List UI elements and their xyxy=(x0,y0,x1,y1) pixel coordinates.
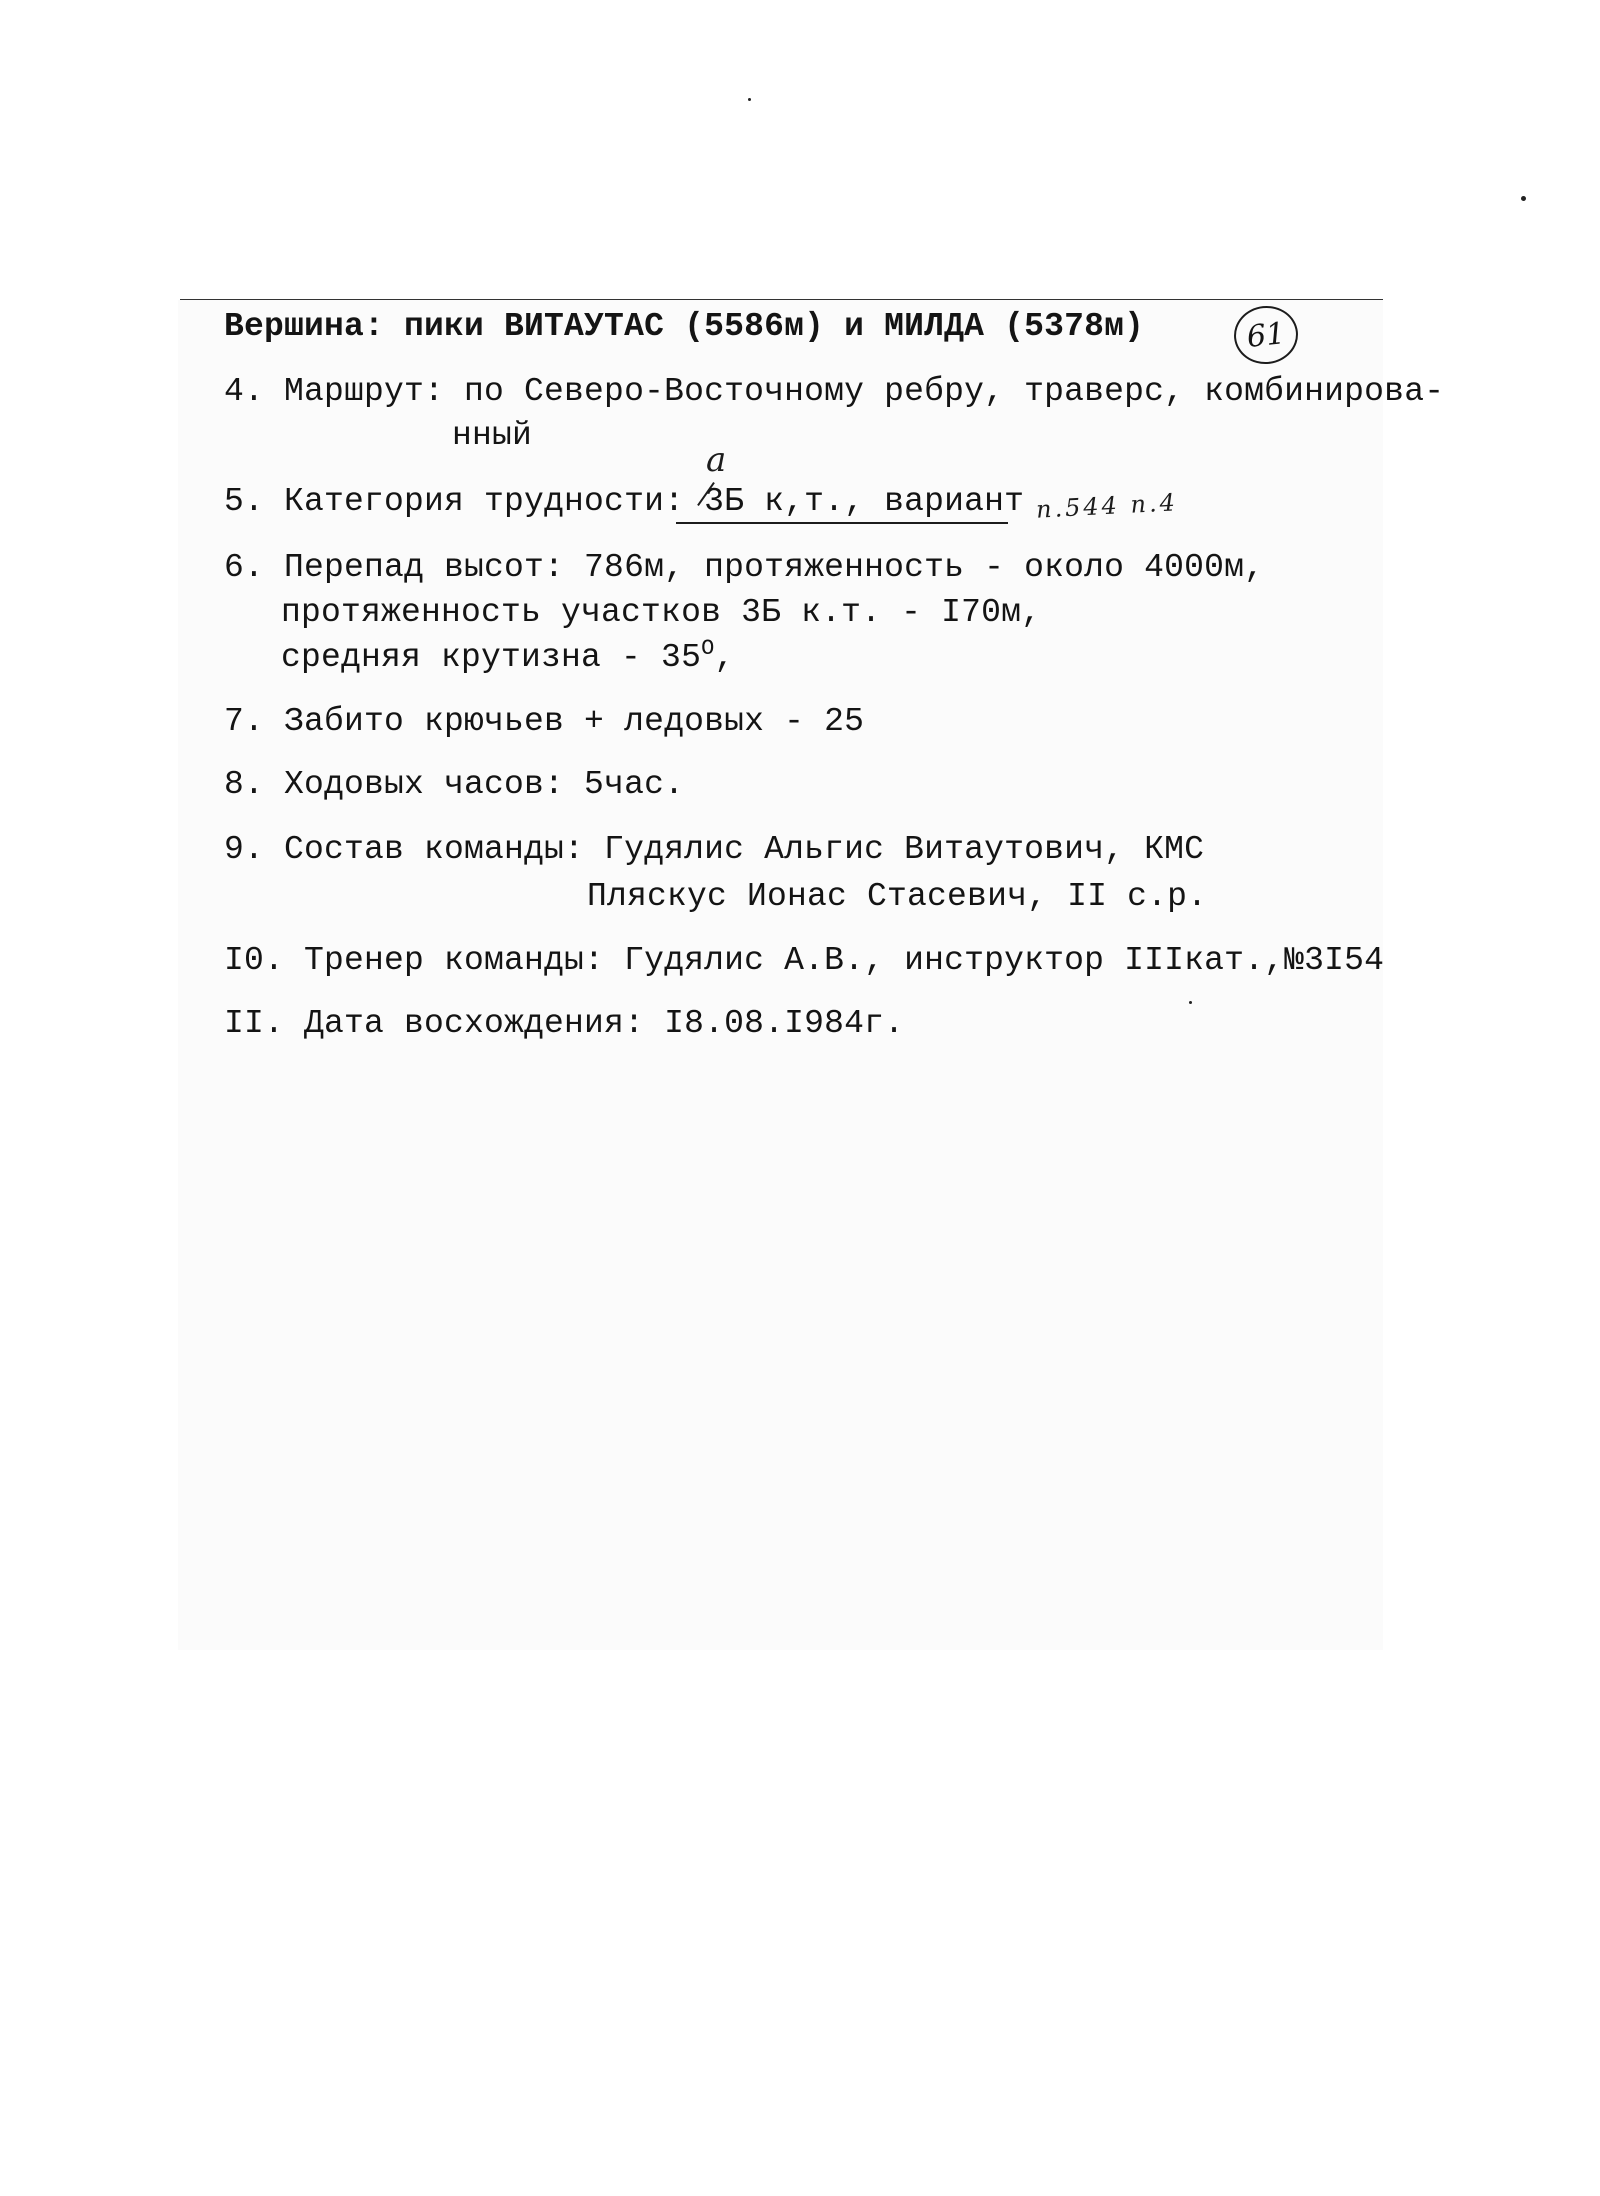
scan-speck xyxy=(1189,1001,1192,1004)
item-7-pitons: 7. Забито крючьев + ледовых - 25 xyxy=(224,703,865,740)
page-number-circled: 61 xyxy=(1231,303,1301,367)
item-9-team-member: Пляскус Ионас Стасевич, II с.р. xyxy=(587,878,1208,915)
handwritten-note: п.544 п.4 xyxy=(1035,488,1179,524)
scan-speck xyxy=(748,98,751,101)
item-6-steepness xyxy=(281,638,735,678)
item-9-team: 9. Состав команды: Гудялис Альгис Витаутович, КМС xyxy=(224,831,1205,868)
item-6-elevation: 6. Перепад высот: 786м, протяженность - около 4000м, xyxy=(224,549,1265,586)
scan-speck xyxy=(1521,196,1526,201)
handwritten-correction: а xyxy=(706,440,727,480)
item-8-hours: 8. Ходовых часов: 5час. xyxy=(224,766,685,803)
steepness-comma: , xyxy=(714,639,735,676)
top-rule xyxy=(180,299,1383,300)
item-11-date: II. Дата восхождения: I8.08.I984г. xyxy=(224,1005,905,1042)
category-label: 5. Категория трудности: xyxy=(224,483,685,520)
category-crossed-value: 3Б xyxy=(704,483,745,520)
handwritten-underline xyxy=(676,522,1008,524)
degree-mark: O xyxy=(701,636,715,661)
category-rest: к,т., вариант xyxy=(764,483,1025,520)
item-4-route: 4. Маршрут: по Северо-Восточному ребру, траверс, комбинирова- xyxy=(224,373,1445,410)
item-10-coach: I0. Тренер команды: Гудялис А.В., инструктор IIIкат.,№3I54 xyxy=(224,942,1385,979)
item-4-route-cont: нный xyxy=(452,417,533,454)
item-6-length-3b: протяженность участков 3Б к.т. - I70м, xyxy=(281,594,1042,631)
summit-line: Вершина: пики ВИТАУТАС (5586м) и МИЛДА (5378м) xyxy=(224,308,1145,345)
item-5-category xyxy=(224,482,1024,522)
steepness-text: средняя крутизна - 35 xyxy=(281,639,702,676)
